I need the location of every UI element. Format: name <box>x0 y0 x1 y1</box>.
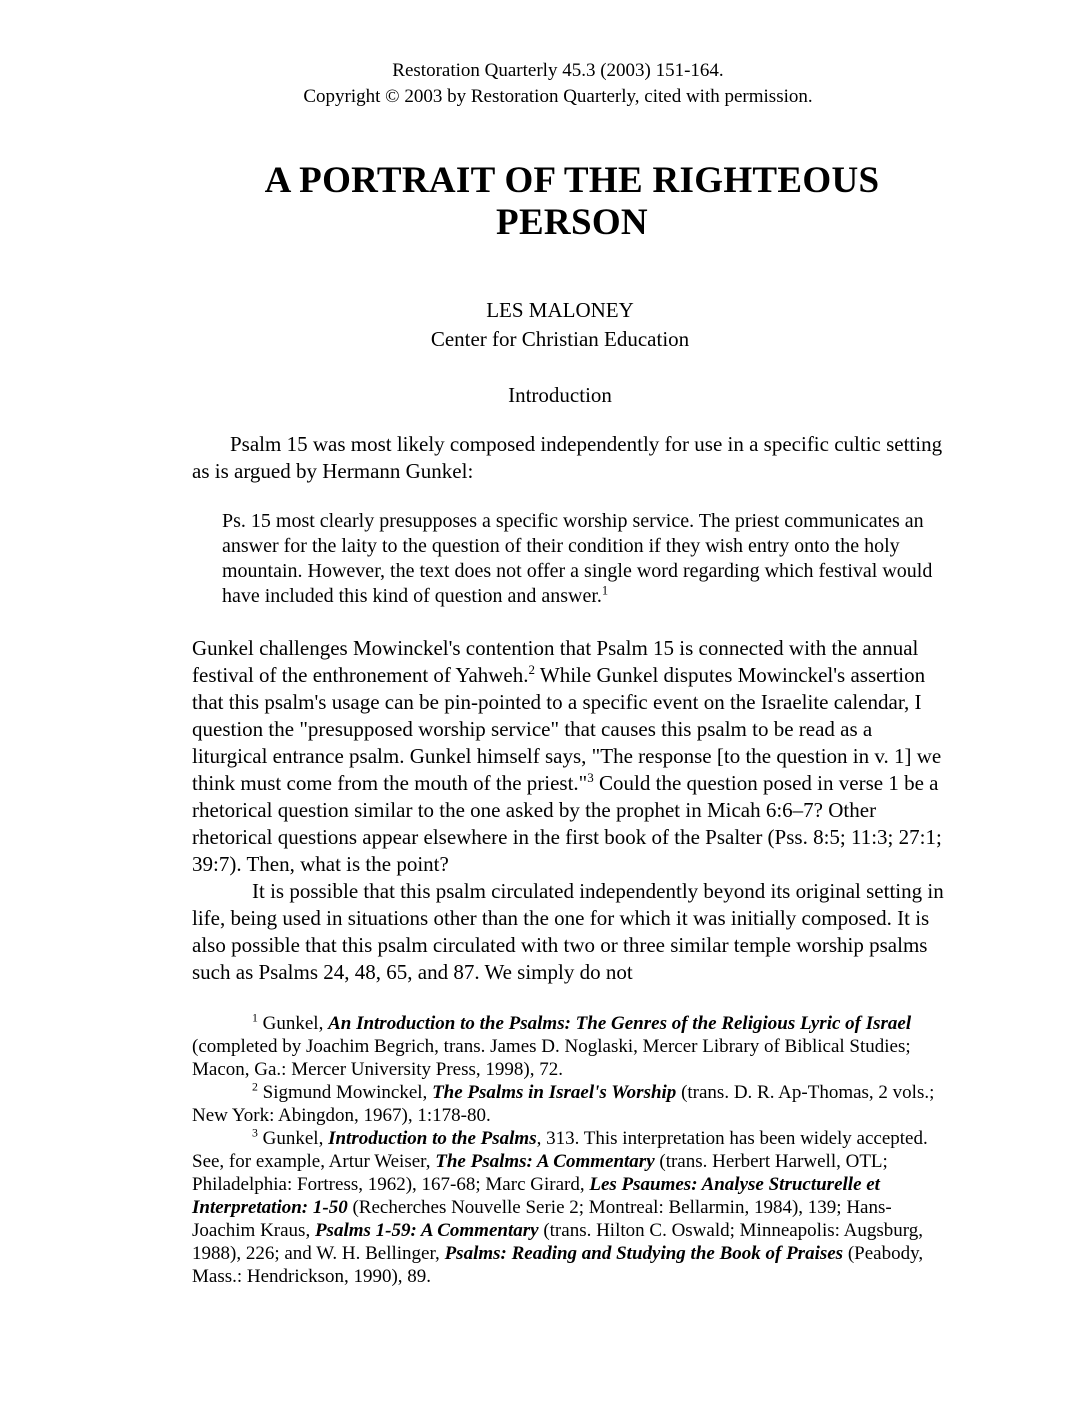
article-title: A PORTRAIT OF THE RIGHTEOUS PERSON <box>264 160 880 243</box>
text-run: Gunkel, <box>257 1013 329 1034</box>
section-heading-introduction: Introduction <box>508 383 612 407</box>
text-run: Gunkel challenges Mowinckel's contention that Psalm 15 is connected with the annual festival of the enthronement of Yahweh. <box>192 636 919 687</box>
copyright-notice: Copyright © 2003 by Restoration Quarterly, cited with permission. <box>303 86 813 107</box>
footnote-number: 1 <box>252 1011 258 1025</box>
text-run: Could the question posed in verse 1 be a rhetorical question similar to the one asked by the prophet in Micah 6:6–7? Other rhetorical questions appear elsewhere in the first book of the Psalter (Pss. 8:5; 11:3; 27:1; 39:7). Then, what is the point? <box>192 771 942 876</box>
journal-header <box>164 58 952 110</box>
text-run: (trans. Herbert Harwell, OTL; Philadelphia: Fortress, 1962), 167-68; Marc Girard, <box>192 1151 888 1195</box>
article-body <box>192 431 952 986</box>
author-name: LES MALONEY <box>486 298 634 322</box>
footnote-number: 3 <box>252 1126 258 1140</box>
text-run: Ps. 15 most clearly presupposes a specific worship service. The priest communicates an answer for the laity to the question of their condition if they wish entry onto the holy mountain. However, the text does not offer a single word regarding which festival would have included this kind of question and answer. <box>222 510 933 607</box>
journal-citation: Restoration Quarterly 45.3 (2003) 151-164. <box>392 60 724 81</box>
footnote-number: 2 <box>252 1080 258 1094</box>
text-run: Sigmund Mowinckel, <box>257 1082 433 1103</box>
circulation-paragraph <box>192 878 952 986</box>
intro-paragraph <box>192 431 952 485</box>
gunkel-block-quote <box>222 509 952 609</box>
footnote-3 <box>192 1127 952 1288</box>
italic-text-run: Les Psaumes: Analyse Structurelle et Interpretation: 1-50 <box>192 1174 880 1218</box>
footnote-marker: 3 <box>587 770 594 785</box>
text-run: While Gunkel disputes Mowinckel's assertion that this psalm's usage can be pin-pointed to a specific event on the Israelite calendar, I question the "presupposed worship service" that causes this psalm to be read as a liturgical entrance psalm. Gunkel himself says, "The response [to the question in v. 1] we think must come from the mouth of the priest." <box>192 663 942 795</box>
author-affiliation: Center for Christian Education <box>430 327 690 351</box>
italic-text-run: Psalms: Reading and Studying the Book of Praises <box>444 1243 844 1264</box>
text-run: Gunkel, <box>257 1128 329 1149</box>
italic-text-run: Psalms 1-59: A Commentary <box>314 1220 539 1241</box>
footnote-marker: 2 <box>528 662 536 677</box>
footnote-2 <box>192 1081 952 1127</box>
text-run: (trans. Hilton C. Oswald; Minneapolis: Augsburg, 1988), 226; and W. H. Bellinger, <box>192 1220 923 1264</box>
text-run: (completed by Joachim Begrich, trans. James D. Noglaski, Mercer Library of Biblical Studies; Macon, Ga.: Mercer University Press, 1998), 72. <box>192 1036 911 1080</box>
footnotes-section <box>192 1012 952 1288</box>
italic-text-run: An Introduction to the Psalms: The Genres of the Religious Lyric of Israel <box>328 1013 912 1034</box>
author-block <box>168 296 952 354</box>
text-run: (Peabody, Mass.: Hendrickson, 1990), 89. <box>192 1243 924 1287</box>
text-run: , 313. This interpretation has been widely accepted. See, for example, Artur Weiser, <box>192 1128 928 1172</box>
text-run: (Recherches Nouvelle Serie 2; Montreal: Bellarmin, 1984), 139; Hans-Joachim Kraus, <box>192 1197 892 1241</box>
footnote-marker: 1 <box>601 583 609 598</box>
italic-text-run: The Psalms: A Commentary <box>435 1151 655 1172</box>
text-run: It is possible that this psalm circulated independently beyond its original setting in life, being used in situations other than the one for which it was initially composed. It is also possible that this psalm circulated with two or three similar temple worship psalms such as Psalms 24, 48, 65, and 87. We simply do not <box>192 879 944 984</box>
text-run: (trans. D. R. Ap-Thomas, 2 vols.; New York: Abingdon, 1967), 1:178-80. <box>192 1082 935 1126</box>
discussion-paragraph <box>192 635 952 878</box>
text-run: Psalm 15 was most likely composed independently for use in a specific cultic setting as is argued by Hermann Gunkel: <box>192 432 943 483</box>
footnote-1 <box>192 1012 952 1081</box>
italic-text-run: Introduction to the Psalms <box>328 1128 537 1149</box>
italic-text-run: The Psalms in Israel's Worship <box>432 1082 677 1103</box>
